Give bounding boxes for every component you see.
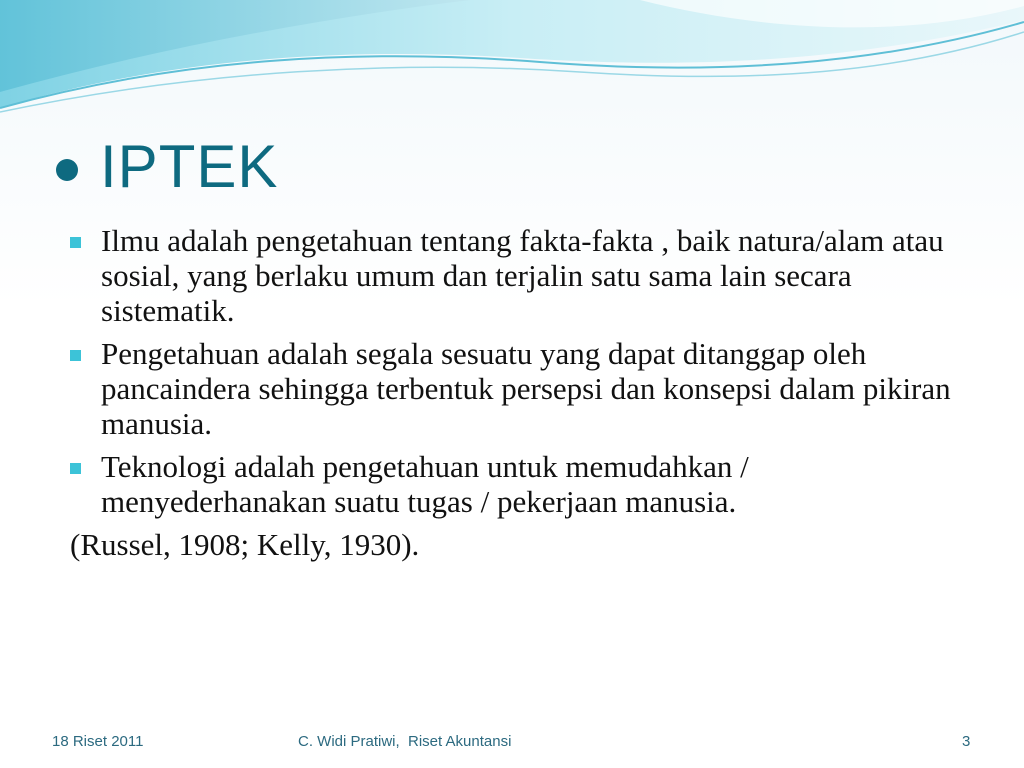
- bullet-item: [70, 336, 970, 441]
- bullet-item: [70, 223, 970, 328]
- title-bullet-icon: [56, 159, 78, 181]
- slide-content: [70, 223, 970, 562]
- title-row: [56, 132, 278, 202]
- bullet-text: Pengetahuan adalah segala sesuatu yang dapat ditanggap oleh pancaindera sehingga terbentuk persepsi dan konsepsi dalam pikiran manusia.: [101, 336, 951, 441]
- bullet-item: [70, 449, 970, 519]
- footer-date: 18 Riset 2011: [52, 733, 144, 750]
- square-bullet-icon: [70, 350, 81, 361]
- bullet-text: Ilmu adalah pengetahuan tentang fakta-fakta , baik natura/alam atau sosial, yang berlaku umum dan terjalin satu sama lain secara sistematik.: [101, 223, 944, 328]
- footer-author: C. Widi Pratiwi, Riset Akuntansi: [298, 733, 512, 750]
- footer-page-number: 3: [962, 733, 971, 750]
- header-wave-decoration: [0, 0, 1024, 120]
- square-bullet-icon: [70, 463, 81, 474]
- slide-title: IPTEK: [100, 133, 279, 200]
- square-bullet-icon: [70, 237, 81, 248]
- bullet-text: Teknologi adalah pengetahuan untuk memudahkan / menyederhanakan suatu tugas / pekerjaan manusia.: [101, 449, 749, 519]
- citation: (Russel, 1908; Kelly, 1930).: [70, 527, 420, 562]
